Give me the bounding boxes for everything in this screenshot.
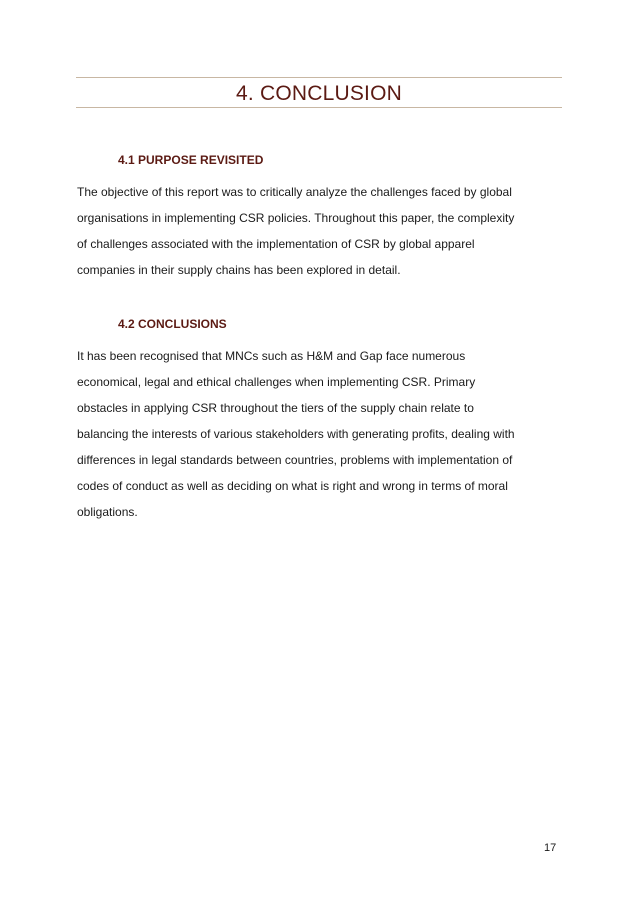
section-heading-conclusions: 4.2 CONCLUSIONS — [118, 317, 227, 331]
paragraph-line: balancing the interests of various stakeholders with generating profits, dealing with — [77, 427, 515, 441]
paragraph-conclusions — [77, 349, 567, 531]
title-rule-bottom — [76, 107, 562, 108]
chapter-title: 4. CONCLUSION — [236, 82, 402, 105]
paragraph-line: obligations. — [77, 505, 138, 519]
paragraph-line: organisations in implementing CSR policies. Throughout this paper, the complexity — [77, 211, 515, 225]
paragraph-line: codes of conduct as well as deciding on what is right and wrong in terms of moral — [77, 479, 508, 493]
paragraph-purpose-revisited — [77, 185, 567, 289]
paragraph-line: of challenges associated with the implementation of CSR by global apparel — [77, 237, 475, 251]
paragraph-line: It has been recognised that MNCs such as H&M and Gap face numerous — [77, 349, 466, 363]
paragraph-line: obstacles in applying CSR throughout the tiers of the supply chain relate to — [77, 401, 474, 415]
section-heading-purpose-revisited: 4.1 PURPOSE REVISITED — [118, 153, 264, 167]
paragraph-line: The objective of this report was to critically analyze the challenges faced by global — [77, 185, 512, 199]
paragraph-line: companies in their supply chains has been explored in detail. — [77, 263, 401, 277]
paragraph-line: differences in legal standards between countries, problems with implementation of — [77, 453, 513, 467]
title-rule-top — [76, 77, 562, 78]
paragraph-line: economical, legal and ethical challenges when implementing CSR. Primary — [77, 375, 476, 389]
page-number: 17 — [544, 842, 557, 854]
